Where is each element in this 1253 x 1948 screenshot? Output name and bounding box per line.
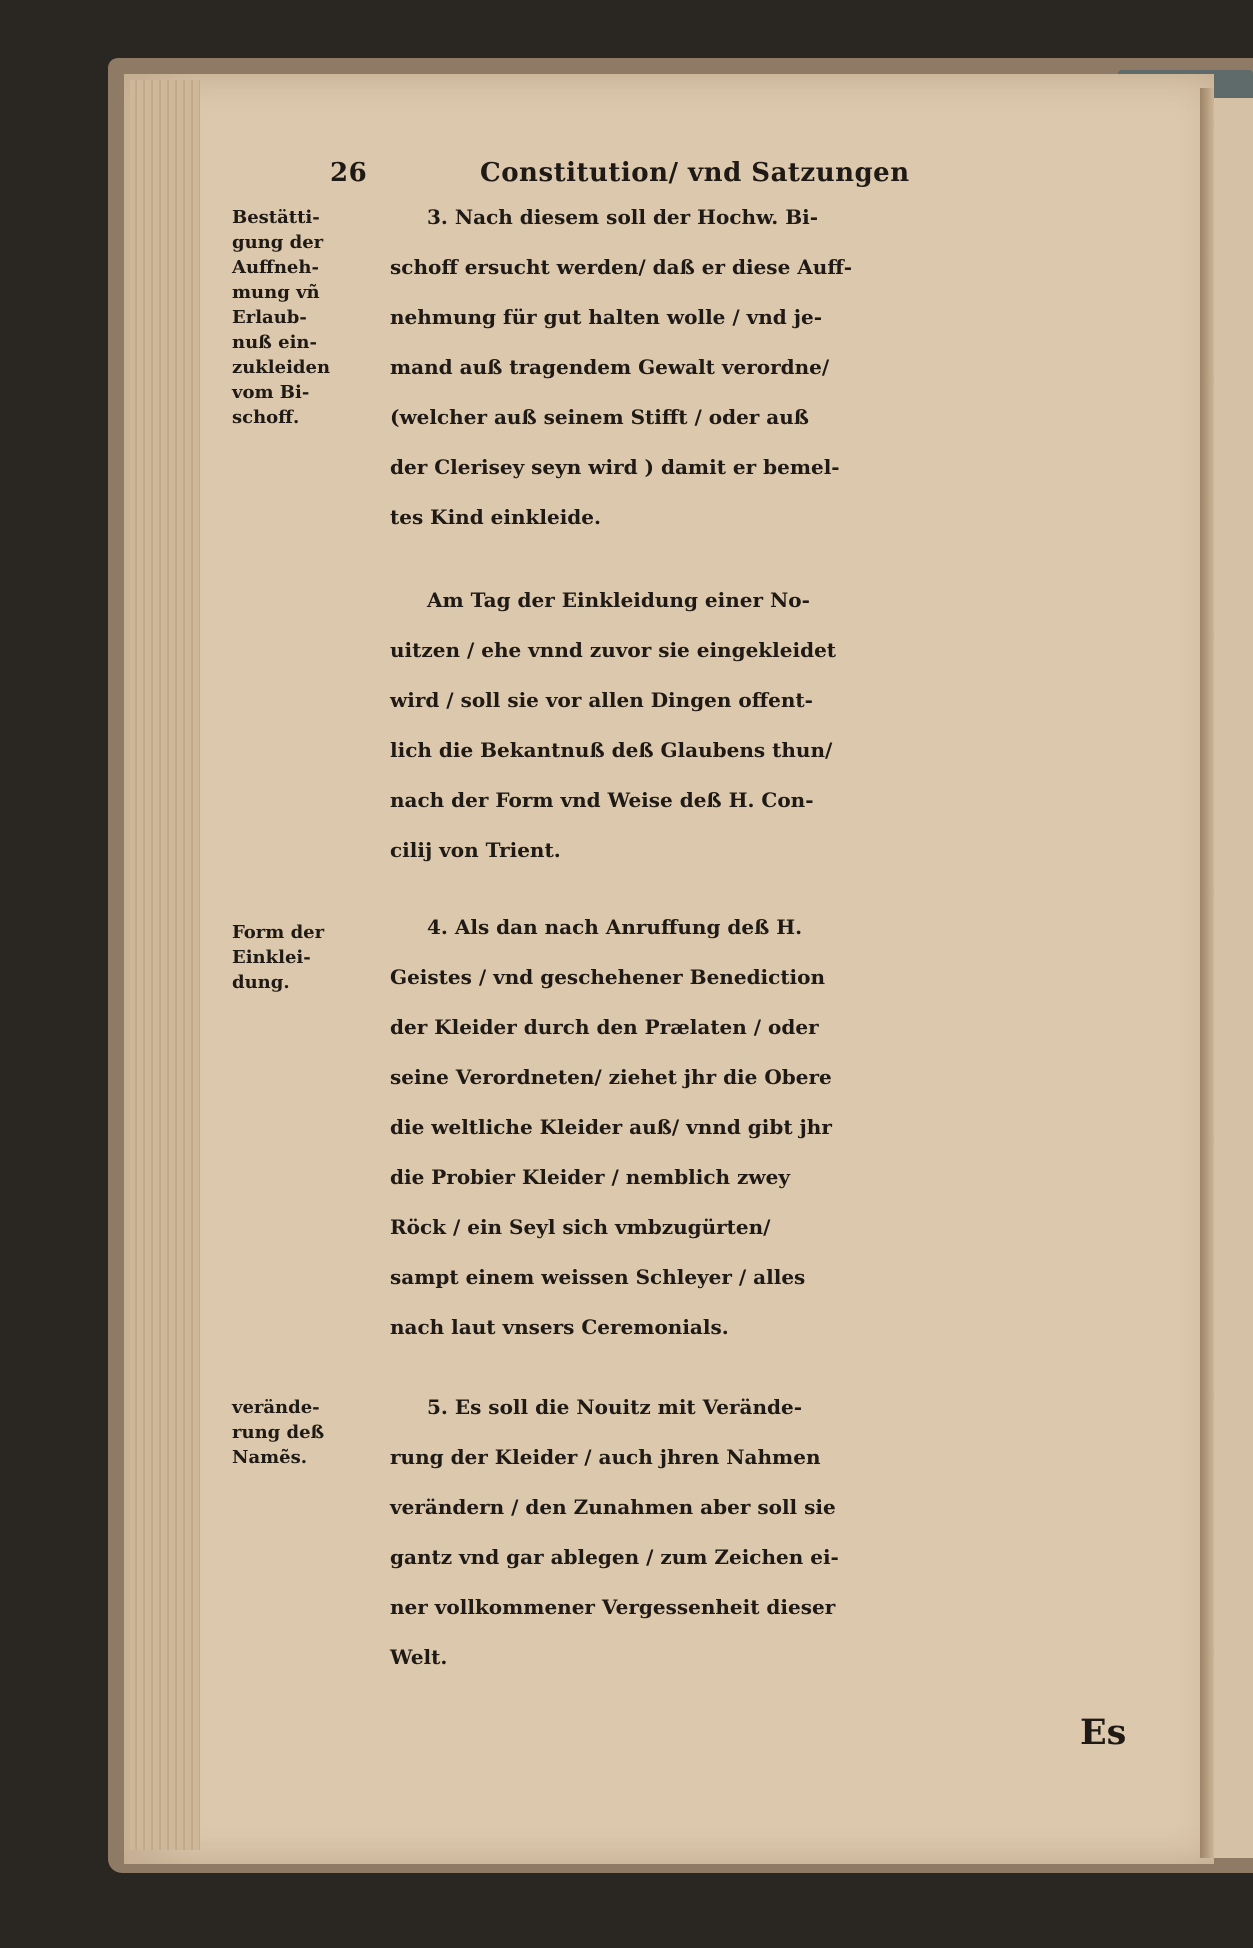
body-line: Welt.	[390, 1645, 448, 1669]
body-line: Geistes / vnd geschehener Benediction	[390, 965, 826, 989]
page-header	[330, 158, 980, 188]
margin-note-line: Erlaub-	[232, 307, 307, 328]
margin-note-line: schoff.	[232, 407, 300, 428]
margin-note-line: vom Bi-	[232, 382, 310, 403]
margin-note-line: mung vñ	[232, 282, 320, 303]
margin-note-line: rung deß	[232, 1422, 325, 1443]
body-line: schoff ersucht werden/ daß er diese Auff-	[390, 255, 853, 279]
margin-note-line: Auffneh-	[232, 257, 319, 278]
catchword: Es	[1080, 1712, 1127, 1753]
body-line: ner vollkommener Vergessenheit dieser	[390, 1595, 836, 1619]
running-title: Constitution/ vnd Satzungen	[480, 158, 910, 188]
margin-note-line: Form der	[232, 922, 325, 943]
body-line: 3. Nach diesem soll der Hochw. Bi-	[427, 205, 819, 229]
margin-note-form	[232, 920, 390, 995]
body-line: nach der Form vnd Weise deß H. Con-	[390, 788, 814, 812]
margin-note-line: Einklei-	[232, 947, 311, 968]
body-line: 4. Als dan nach Anruffung deß H.	[427, 915, 803, 939]
margin-note-line: zukleiden	[232, 357, 331, 378]
margin-note-name-change	[232, 1395, 390, 1470]
margin-note-line: nuß ein-	[232, 332, 317, 353]
margin-note-line: gung der	[232, 232, 324, 253]
body-line: Am Tag der Einkleidung einer No-	[427, 588, 810, 612]
page-gutter	[1200, 88, 1214, 1858]
margin-note-line: Bestätti-	[232, 207, 320, 228]
body-line: gantz vnd gar ablegen / zum Zeichen ei-	[390, 1545, 839, 1569]
body-line: die Probier Kleider / nemblich zwey	[390, 1165, 790, 1189]
body-line: Röck / ein Seyl sich vmbzugürten/	[390, 1215, 771, 1239]
body-line: uitzen / ehe vnnd zuvor sie eingekleidet	[390, 638, 837, 662]
page-number: 26	[330, 158, 368, 188]
page-edges	[130, 80, 200, 1850]
body-line: der Kleider durch den Prælaten / oder	[390, 1015, 819, 1039]
body-line: tes Kind einkleide.	[390, 505, 601, 529]
body-line: rung der Kleider / auch jhren Nahmen	[390, 1445, 821, 1469]
body-line: nehmung für gut halten wolle / vnd je-	[390, 305, 823, 329]
body-line: mand auß tragendem Gewalt verordne/	[390, 355, 830, 379]
body-line: (welcher auß seinem Stifft / oder auß	[390, 405, 809, 429]
body-line: wird / soll sie vor allen Dingen offent-	[390, 688, 813, 712]
body-line: lich die Bekantnuß deß Glaubens thun/	[390, 738, 833, 762]
margin-note-line: dung.	[232, 972, 290, 993]
margin-note-line: verände-	[232, 1397, 320, 1418]
margin-note-line: Namẽs.	[232, 1447, 308, 1468]
body-line: sampt einem weissen Schleyer / alles	[390, 1265, 806, 1289]
body-line: der Clerisey seyn wird ) damit er bemel-	[390, 455, 840, 479]
facing-page-edge	[1214, 98, 1253, 1858]
body-line: nach laut vnsers Ceremonials.	[390, 1315, 729, 1339]
margin-note-confirmation	[232, 205, 390, 430]
body-line: verändern / den Zunahmen aber soll sie	[390, 1495, 836, 1519]
body-line: die weltliche Kleider auß/ vnnd gibt jhr	[390, 1115, 832, 1139]
body-line: seine Verordneten/ ziehet jhr die Obere	[390, 1065, 832, 1089]
body-line: 5. Es soll die Nouitz mit Verände-	[427, 1395, 803, 1419]
body-line: cilij von Trient.	[390, 838, 561, 862]
